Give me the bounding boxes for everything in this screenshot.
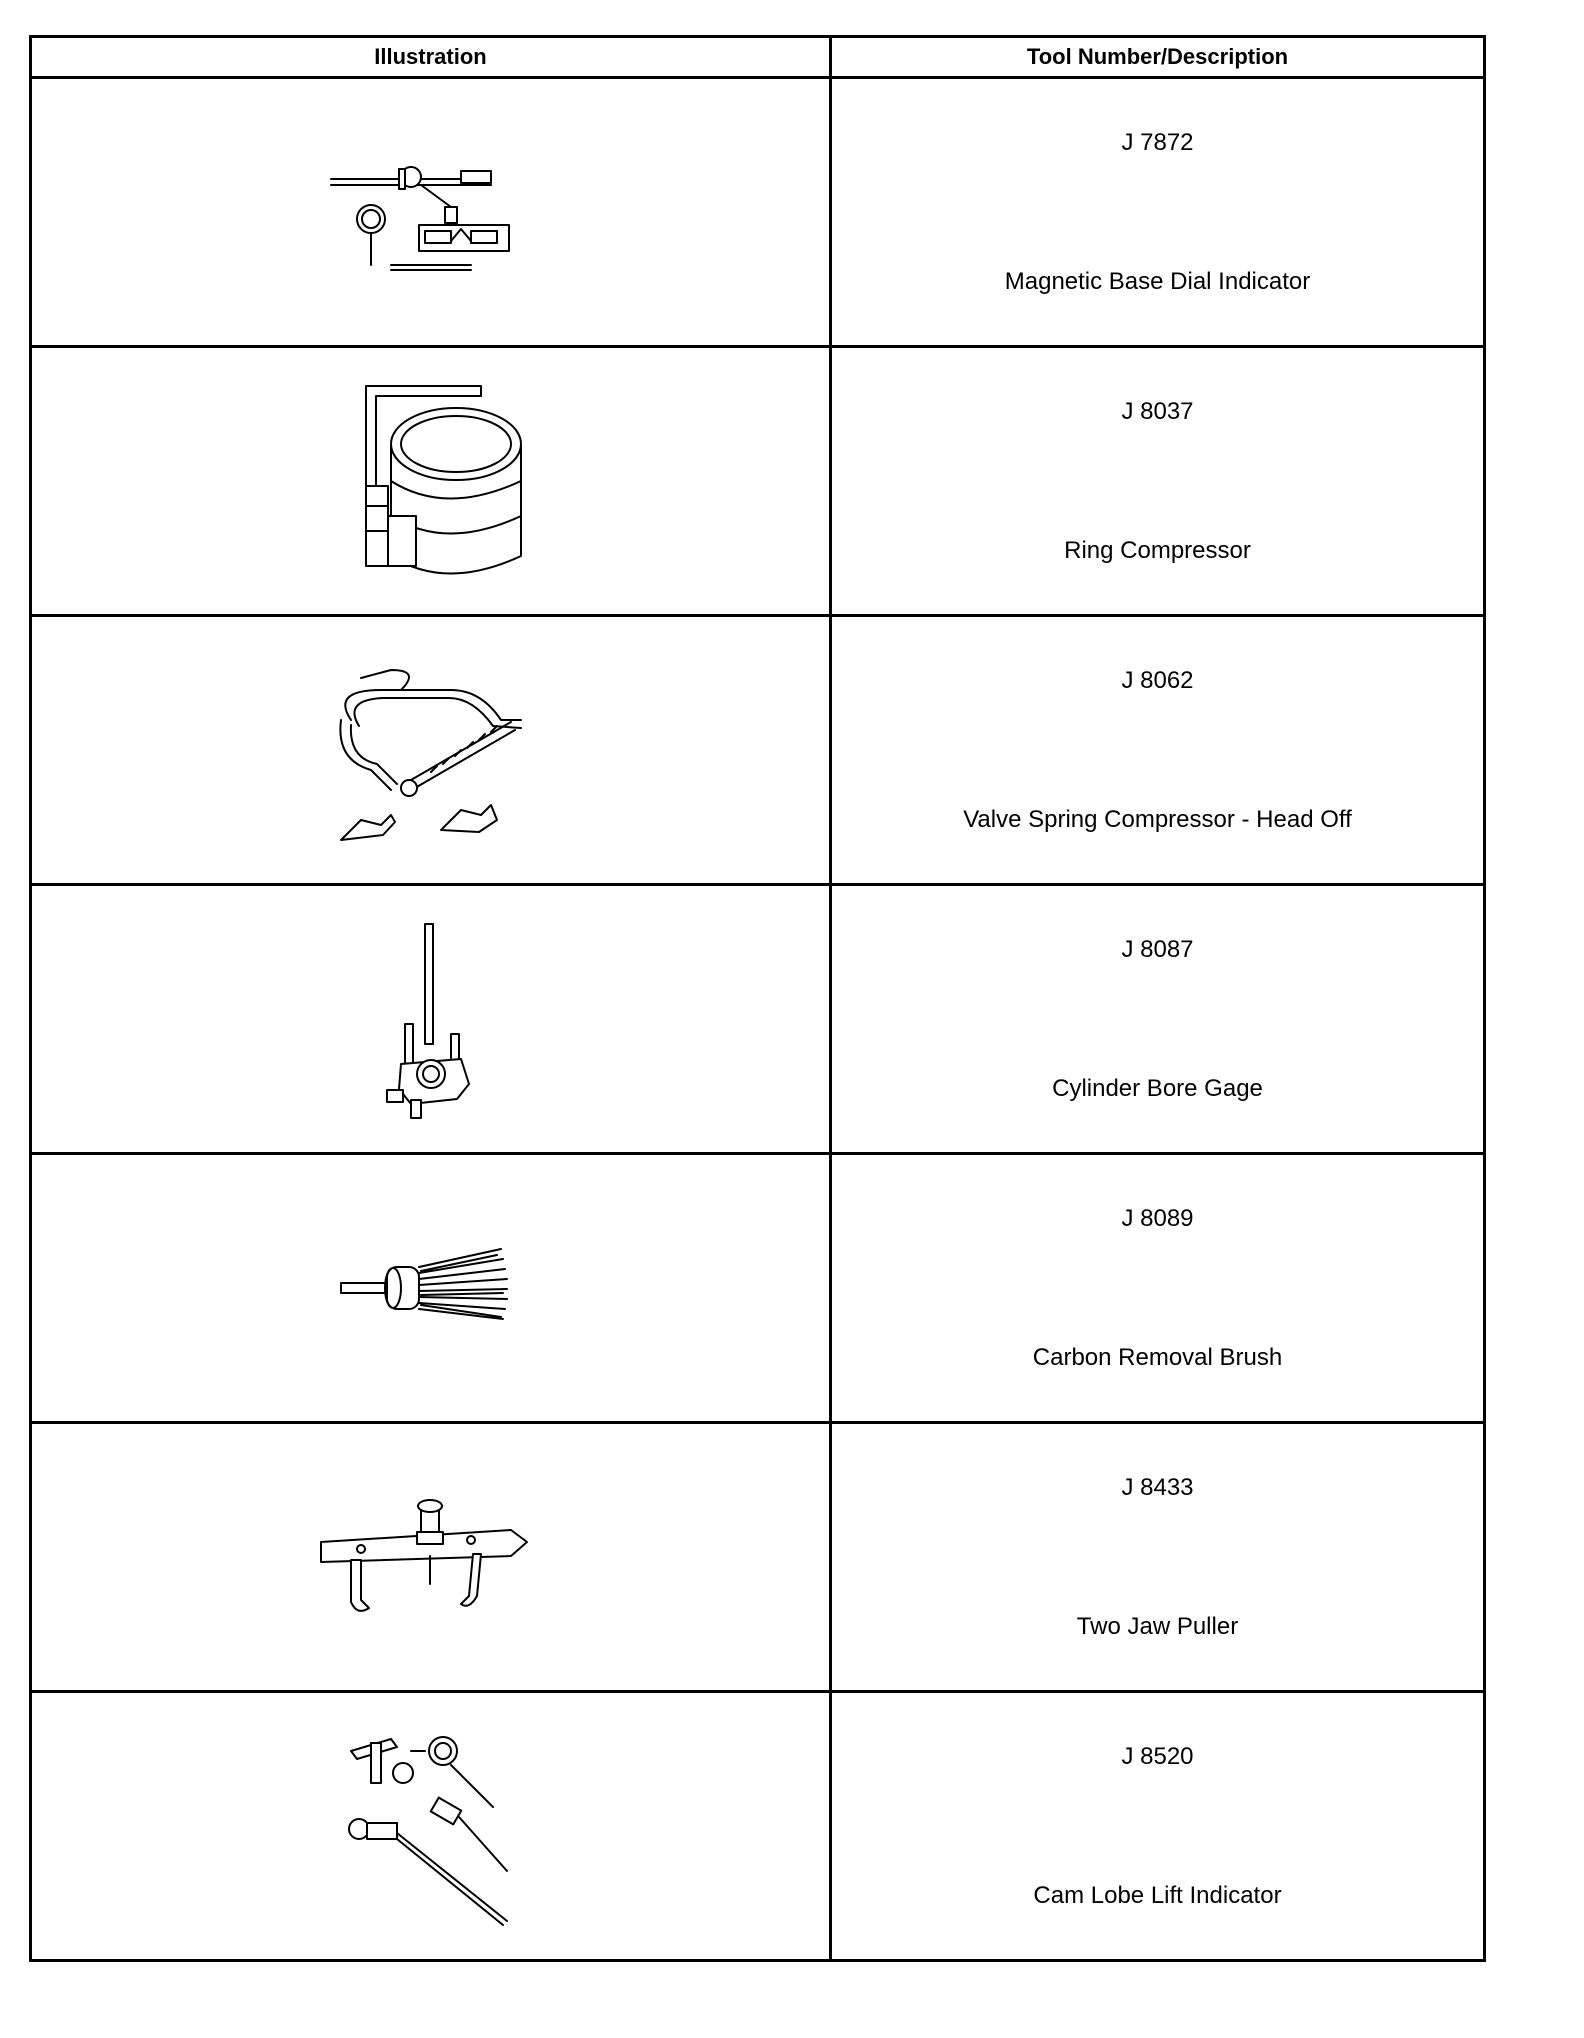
- ring-compressor-icon: [331, 366, 531, 596]
- tool-number: J 8433: [1121, 1474, 1194, 1501]
- valve-spring-compressor-icon: [311, 650, 551, 850]
- tool-description-cell: [831, 1154, 1485, 1423]
- tool-description-cell: [831, 78, 1485, 347]
- tool-number: J 7872: [1121, 129, 1194, 156]
- illustration-cell: [31, 1154, 831, 1423]
- two-jaw-puller-icon: [311, 1492, 551, 1622]
- illustration-cell: [31, 78, 831, 347]
- cylinder-bore-gage-icon: [361, 914, 501, 1124]
- table-row: [31, 616, 1485, 885]
- tool-number: J 8520: [1121, 1743, 1194, 1770]
- tool-description: Cam Lobe Lift Indicator: [1033, 1882, 1282, 1909]
- tool-number: J 8037: [1121, 398, 1194, 425]
- table-row: [31, 1692, 1485, 1961]
- illustration-cell: [31, 616, 831, 885]
- illustration-cell: [31, 1423, 831, 1692]
- tool-description: Ring Compressor: [1064, 537, 1251, 564]
- table-header-row: [31, 37, 1485, 78]
- tool-description-cell: [831, 885, 1485, 1154]
- tool-description-cell: [831, 1692, 1485, 1961]
- illustration-cell: [31, 885, 831, 1154]
- tool-description: Carbon Removal Brush: [1032, 1344, 1283, 1371]
- table-row: [31, 885, 1485, 1154]
- tool-description-cell: [831, 616, 1485, 885]
- tool-description-cell: [831, 347, 1485, 616]
- tool-number: J 8062: [1121, 667, 1194, 694]
- tool-number: J 8087: [1121, 936, 1194, 963]
- illustration-column-header: Illustration: [31, 37, 831, 78]
- tool-column-header: Tool Number/Description: [831, 37, 1485, 78]
- cam-lobe-lift-indicator-icon: [321, 1721, 541, 1931]
- tool-description: Magnetic Base Dial Indicator: [1004, 268, 1311, 295]
- tool-description: Cylinder Bore Gage: [1052, 1075, 1263, 1102]
- tool-description: Two Jaw Puller: [1076, 1613, 1239, 1640]
- illustration-cell: [31, 347, 831, 616]
- table-row: [31, 347, 1485, 616]
- tool-description: Valve Spring Compressor - Head Off: [963, 806, 1352, 833]
- table-row: [31, 78, 1485, 347]
- tool-description-cell: [831, 1423, 1485, 1692]
- magnetic-base-dial-indicator-icon: [311, 147, 551, 277]
- table-row: [31, 1423, 1485, 1692]
- tool-table: [29, 35, 1486, 1962]
- carbon-removal-brush-icon: [321, 1233, 541, 1343]
- tool-number: J 8089: [1121, 1205, 1194, 1232]
- table-row: [31, 1154, 1485, 1423]
- illustration-cell: [31, 1692, 831, 1961]
